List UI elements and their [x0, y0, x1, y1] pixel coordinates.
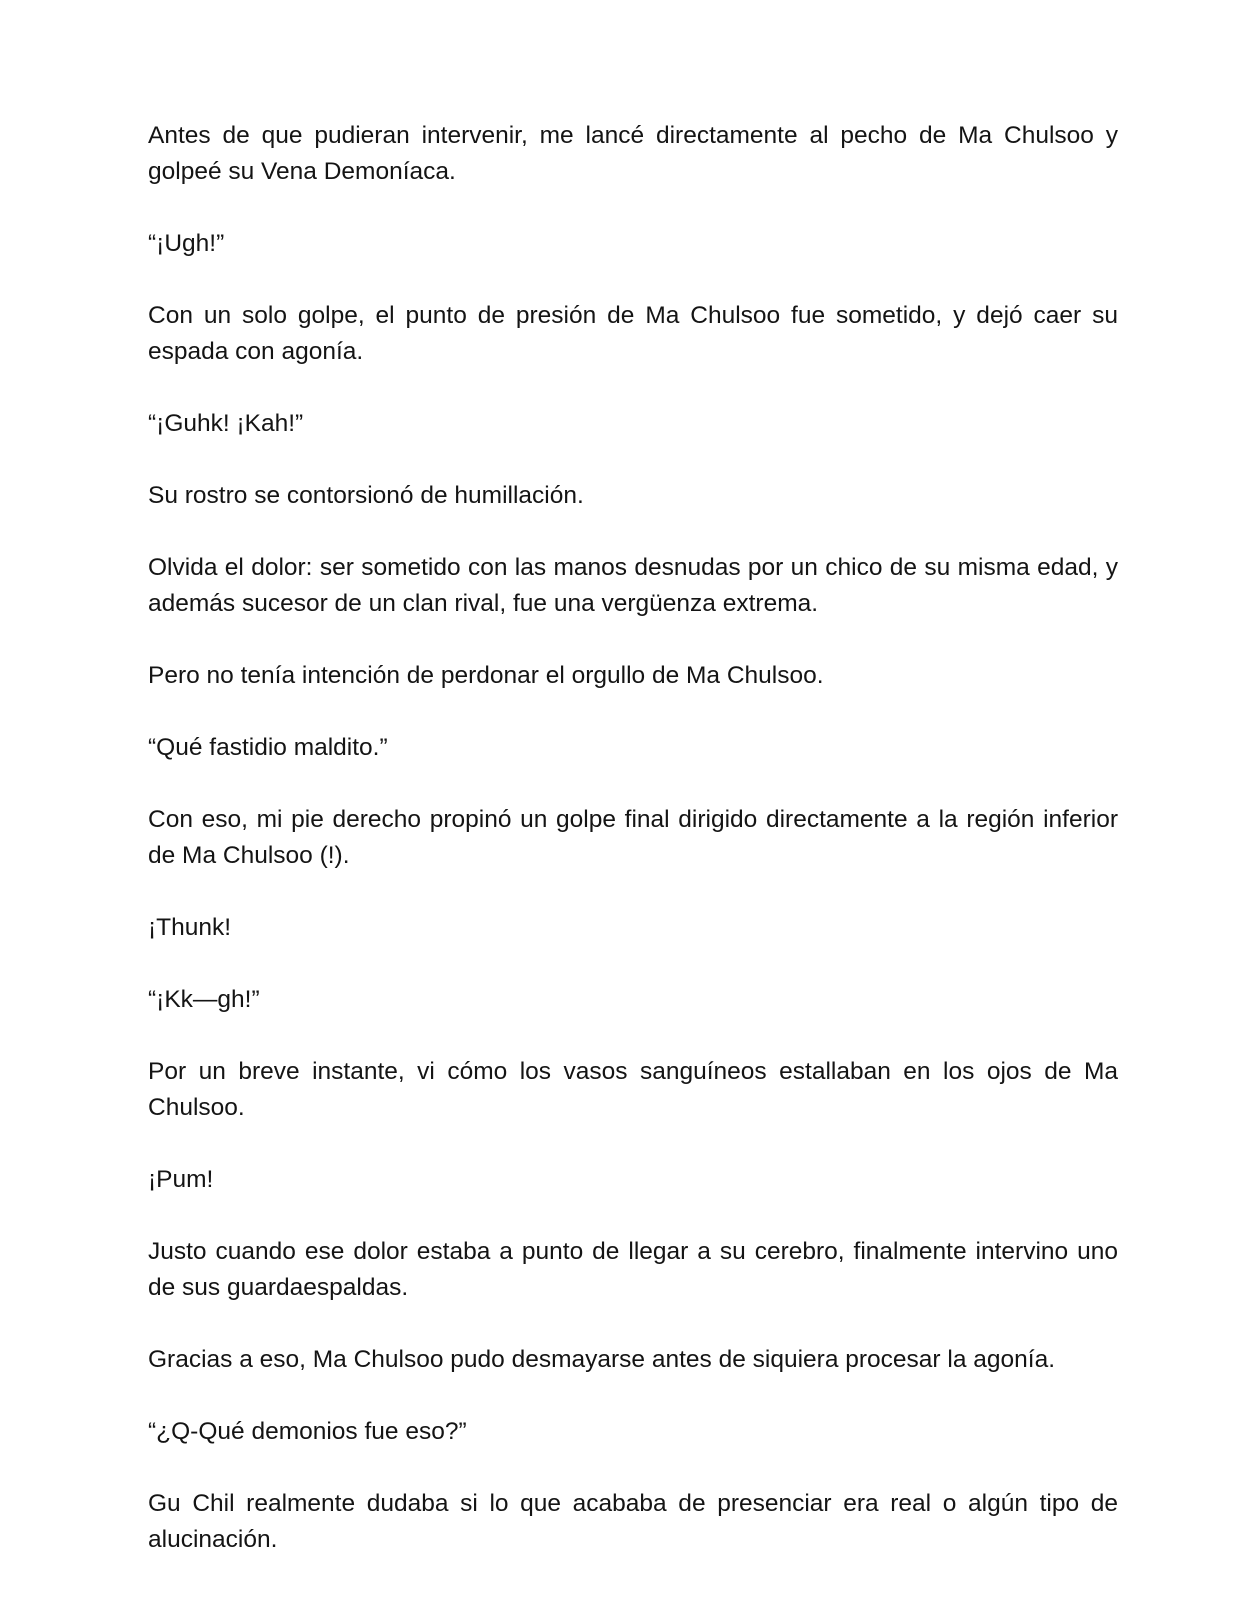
paragraph-8: “Qué fastidio maldito.”: [148, 734, 388, 761]
paragraph-14: Justo cuando ese dolor estaba a punto de llegar a su cerebro, finalmente intervino uno de sus guardaespaldas.: [148, 1238, 1118, 1301]
document-body: [148, 118, 1118, 1558]
paragraph-17: Gu Chil realmente dudaba si lo que acababa de presenciar era real o algún tipo de alucinación.: [148, 1490, 1118, 1553]
paragraph-2: “¡Ugh!”: [148, 230, 225, 257]
paragraph-4: “¡Guhk! ¡Kah!”: [148, 410, 304, 437]
paragraph-15: Gracias a eso, Ma Chulsoo pudo desmayarse antes de siquiera procesar la agonía.: [148, 1346, 1056, 1373]
paragraph-10: ¡Thunk!: [148, 914, 232, 941]
paragraph-12: Por un breve instante, vi cómo los vasos sanguíneos estallaban en los ojos de Ma Chulsoo.: [148, 1058, 1118, 1121]
paragraph-6: Olvida el dolor: ser sometido con las manos desnudas por un chico de su misma edad, y además sucesor de un clan rival, fue una vergüenza extrema.: [148, 554, 1118, 617]
paragraph-9: Con eso, mi pie derecho propinó un golpe final dirigido directamente a la región inferior de Ma Chulsoo (!).: [148, 806, 1118, 869]
paragraph-1: Antes de que pudieran intervenir, me lancé directamente al pecho de Ma Chulsoo y golpeé su Vena Demoníaca.: [148, 122, 1118, 185]
paragraph-13: ¡Pum!: [148, 1166, 214, 1193]
paragraph-16: “¿Q-Qué demonios fue eso?”: [148, 1418, 467, 1445]
paragraph-11: “¡Kk—gh!”: [148, 986, 260, 1013]
paragraph-5: Su rostro se contorsionó de humillación.: [148, 482, 584, 509]
paragraph-3: Con un solo golpe, el punto de presión de Ma Chulsoo fue sometido, y dejó caer su espada con agonía.: [148, 302, 1118, 365]
paragraph-7: Pero no tenía intención de perdonar el orgullo de Ma Chulsoo.: [148, 662, 824, 689]
